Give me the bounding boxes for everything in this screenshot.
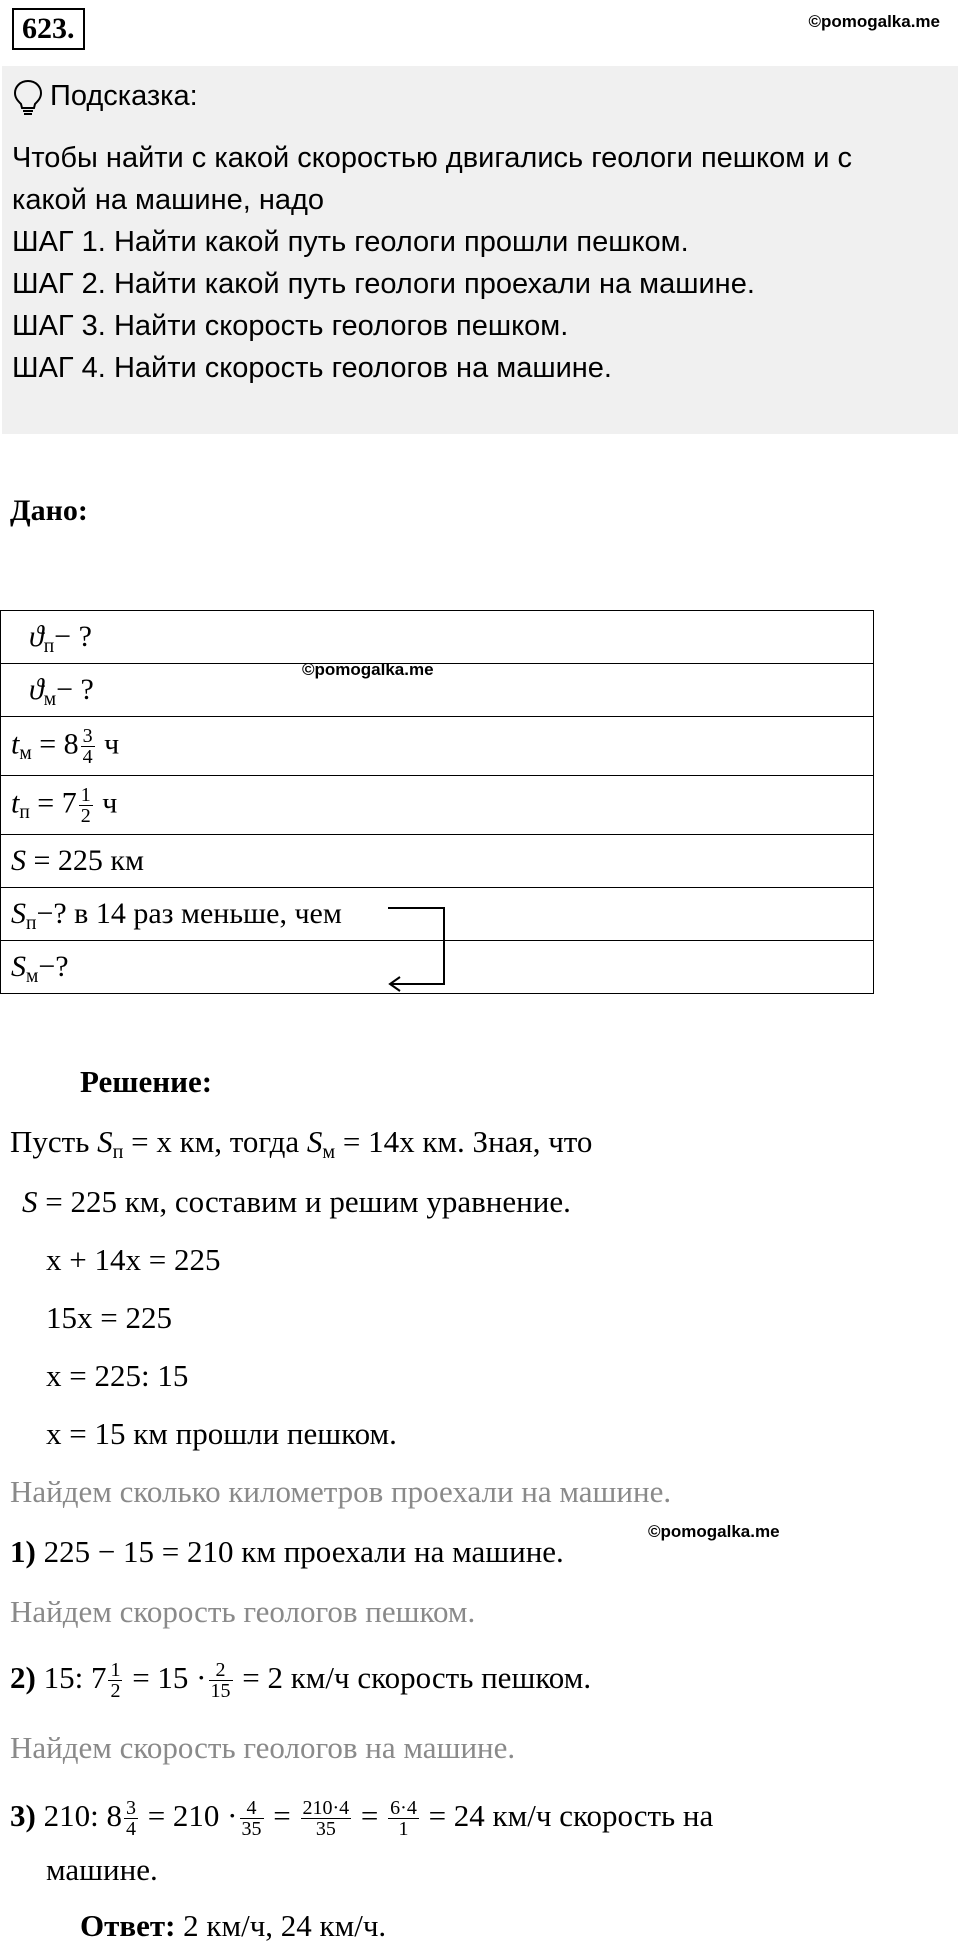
fraction: $\frac{2}{15}$ bbox=[210, 1659, 231, 1703]
step-3-continuation: машине. bbox=[46, 1852, 158, 1887]
note-1: Найдем сколько километров проехали на машине. bbox=[10, 1474, 672, 1509]
symbol: S bbox=[11, 844, 26, 877]
hint-title: Подсказка: bbox=[50, 80, 198, 112]
step-3: 3) 210: 8 $\frac{3}{4}$ = 210 · $\frac{4}{35}$ = $\frac{210\cdot 4}{35}$ = $\frac{6\cdot 4}{1}$ = 24 км/ч скорость на bbox=[10, 1797, 714, 1841]
answer bbox=[80, 1906, 386, 1946]
equation-1: х + 14х = 225 bbox=[46, 1242, 221, 1277]
unit: ч bbox=[94, 785, 118, 819]
step-2: 2) 15: 7 $\frac{1}{2}$ = 15 · $\frac{2}{15}$ = 2 км/ч скорость пешком. bbox=[10, 1659, 592, 1703]
value: − ? bbox=[56, 673, 94, 706]
hint-step-4 bbox=[12, 348, 612, 388]
solution-line-2: S = 225 км, составим и решим уравнение. bbox=[22, 1184, 571, 1219]
subscript: м bbox=[19, 742, 32, 764]
fraction: $\frac{3}{4}$ bbox=[125, 1797, 136, 1841]
subscript: п bbox=[43, 635, 55, 657]
step-label: ШАГ 3. bbox=[12, 310, 106, 342]
hint-intro-line2: какой на машине, надо bbox=[12, 184, 325, 216]
hint-step-2 bbox=[12, 264, 755, 304]
fraction: $\frac{3}{4}$ bbox=[82, 724, 93, 768]
value: − ? bbox=[54, 620, 92, 653]
step-text: Найти какой путь геологи проехали на машине. bbox=[113, 268, 755, 300]
solution-heading: Решение: bbox=[80, 1064, 213, 1099]
watermark: ©pomogalka.me bbox=[808, 12, 940, 31]
unit: ч bbox=[96, 726, 120, 760]
given-row-s-total bbox=[1, 835, 874, 888]
hint-intro-line1: Чтобы найти с какой скоростью двигались геологи пешком и с bbox=[12, 142, 852, 174]
symbol: ϑ bbox=[29, 620, 44, 653]
value: = 7 bbox=[29, 785, 77, 819]
symbol: S bbox=[11, 897, 26, 930]
given-row-t-walk bbox=[1, 776, 874, 835]
hint-box bbox=[2, 66, 958, 434]
fraction: $\frac{1}{2}$ bbox=[110, 1659, 121, 1703]
fraction: $\frac{1}{2}$ bbox=[80, 783, 91, 827]
note-2: Найдем скорость геологов пешком. bbox=[10, 1594, 476, 1629]
equation-2: 15х = 225 bbox=[46, 1300, 172, 1335]
solution-line-1: Пусть Sп = х км, тогда Sм = 14х км. Зная, что bbox=[10, 1124, 593, 1164]
step-text: Найти скорость геологов пешком. bbox=[113, 310, 569, 342]
step-text: Найти скорость геологов на машине. bbox=[113, 352, 612, 384]
value: = 225 км bbox=[26, 844, 144, 877]
fraction: $\frac{6\cdot 4}{1}$ bbox=[390, 1797, 417, 1841]
subscript: п bbox=[26, 912, 37, 934]
subscript: м bbox=[43, 688, 57, 710]
lightbulb-icon bbox=[12, 78, 44, 118]
step-label: ШАГ 1. bbox=[12, 226, 106, 258]
watermark: ©pomogalka.me bbox=[648, 1522, 780, 1541]
value: −? bbox=[38, 950, 69, 983]
watermark: ©pomogalka.me bbox=[302, 660, 434, 679]
step-label: ШАГ 4. bbox=[12, 352, 106, 384]
step-1: 1) 225 − 15 = 210 км проехали на машине. bbox=[10, 1534, 564, 1569]
given-heading: Дано: bbox=[10, 494, 88, 527]
step-label: ШАГ 2. bbox=[12, 268, 106, 300]
value: = 8 bbox=[31, 726, 79, 760]
note-3: Найдем скорость геологов на машине. bbox=[10, 1730, 516, 1765]
symbol: S bbox=[11, 950, 26, 983]
value: −? в 14 раз меньше, чем bbox=[36, 897, 342, 930]
given-row-t-car bbox=[1, 717, 874, 776]
subscript: п bbox=[19, 801, 30, 823]
equation-4: х = 15 км прошли пешком. bbox=[46, 1416, 397, 1451]
fraction: $\frac{210\cdot 4}{35}$ bbox=[302, 1797, 350, 1841]
given-row-v-car bbox=[1, 664, 874, 717]
equation-3: х = 225: 15 bbox=[46, 1358, 189, 1393]
symbol: t bbox=[11, 726, 20, 760]
symbol: ϑ bbox=[29, 673, 44, 706]
fraction: $\frac{4}{35}$ bbox=[241, 1797, 262, 1841]
hint-step-3 bbox=[12, 306, 568, 346]
relation-arrow-icon bbox=[380, 904, 450, 994]
step-text: Найти какой путь геологи прошли пешком. bbox=[113, 226, 689, 258]
answer-text: 2 км/ч, 24 км/ч. bbox=[175, 1908, 387, 1943]
subscript: м bbox=[26, 965, 39, 987]
hint-step-1 bbox=[12, 222, 689, 262]
problem-number: 623. bbox=[12, 8, 85, 50]
symbol: t bbox=[11, 785, 20, 819]
given-row-v-walk bbox=[1, 611, 874, 664]
answer-label: Ответ: bbox=[80, 1908, 176, 1943]
